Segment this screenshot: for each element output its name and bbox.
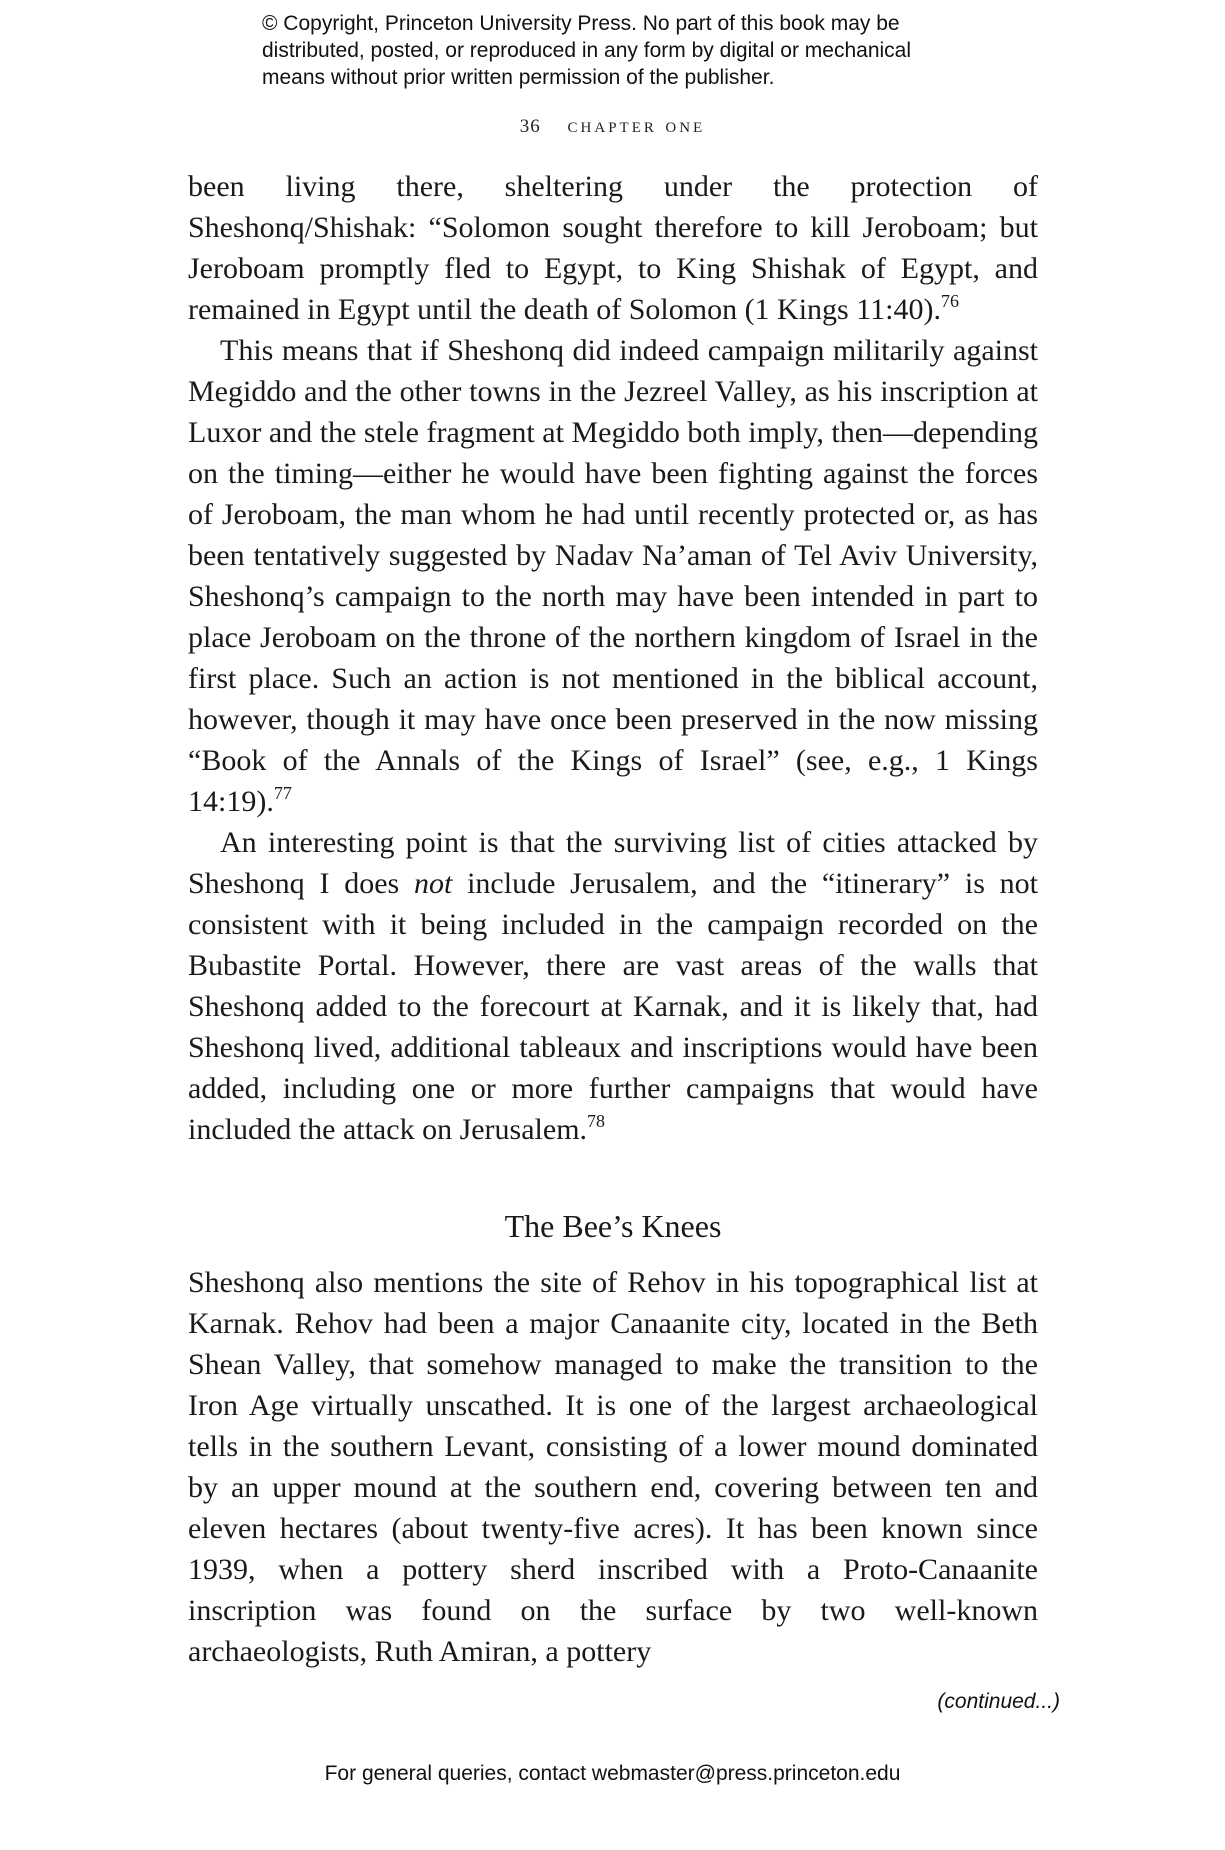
paragraph-2 [188, 330, 1038, 822]
copyright-line-2: distributed, posted, or reproduced in any form by digital or mechanical [262, 39, 912, 62]
footnote-ref-77: 77 [273, 783, 292, 803]
paragraph-1-text: been living there, sheltering under the protection of Sheshonq/Shishak: “Solomon sought therefore to kill Jeroboam; but Jeroboam promptly fled to Egypt, to King Shishak of Egypt, and remained in Egypt until the death of Solomon (1 Kings 11:40). [188, 170, 1038, 326]
section-heading: The Bee’s Knees [504, 1208, 722, 1244]
paragraph-3-text-before: An interesting point is that the surviving list of cities attacked by Sheshonq I does [188, 826, 1038, 900]
page-number: 36 [519, 116, 541, 137]
copyright-notice [262, 10, 1022, 91]
chapter-label: chapter one [567, 112, 706, 137]
footnote-ref-76: 76 [940, 291, 959, 311]
paragraph-3-emphasis: not [413, 867, 453, 900]
paragraph-2-text: This means that if Sheshonq did indeed campaign militarily against Megiddo and the other towns in the Jezreel Valley, as his inscription at Luxor and the stele fragment at Megiddo both imply, then—depending on the timing—either he would have been fighting against the forces of Jeroboam, the man whom he had until recently protected or, as has been tentatively suggested by Nadav Na’aman of Tel Aviv University, Sheshonq’s campaign to the north may have been intended in part to place Jeroboam on the throne of the northern kingdom of Israel in the first place. Such an action is not mentioned in the biblical account, however, though it may have once been preserved in the now missing “Book of the Annals of the Kings of Israel” (see, e.g., 1 Kings 14:19). [188, 334, 1038, 818]
body-text [188, 166, 1038, 1672]
copyright-line-1: © Copyright, Princeton University Press. No part of this book may be [262, 12, 900, 35]
footnote-ref-78: 78 [587, 1111, 606, 1131]
footer-contact: For general queries, contact webmaster@press.princeton.edu [324, 1762, 901, 1785]
copyright-line-3: means without prior written permission of the publisher. [262, 66, 775, 89]
paragraph-3-text-after: include Jerusalem, and the “itinerary” is not consistent with it being included in the campaign recorded on the Bubastite Portal. However, there are vast areas of the walls that Sheshonq added to the forecourt at Karnak, and it is likely that, had Sheshonq lived, additional tableaux and inscriptions would have been added, including one or more further campaigns that would have included the attack on Jerusalem. [188, 867, 1038, 1146]
continued-note: (continued...) [937, 1690, 1060, 1713]
paragraph-4: Sheshonq also mentions the site of Rehov in his topographical list at Karnak. Rehov had been a major Canaanite city, located in the Beth Shean Valley, that somehow managed to make the transition to the Iron Age virtually unscathed. It is one of the largest archaeological tells in the southern Levant, consisting of a lower mound dominated by an upper mound at the southern end, covering between ten and eleven hectares (about twenty-five acres). It has been known since 1939, when a pottery sherd inscribed with a Proto-Canaanite inscription was found on the surface by two well-known archaeologists, Ruth Amiran, a pottery [188, 1266, 1038, 1668]
paragraph-3 [188, 822, 1038, 1150]
running-head [0, 112, 1225, 138]
paragraph-1 [188, 166, 1038, 330]
